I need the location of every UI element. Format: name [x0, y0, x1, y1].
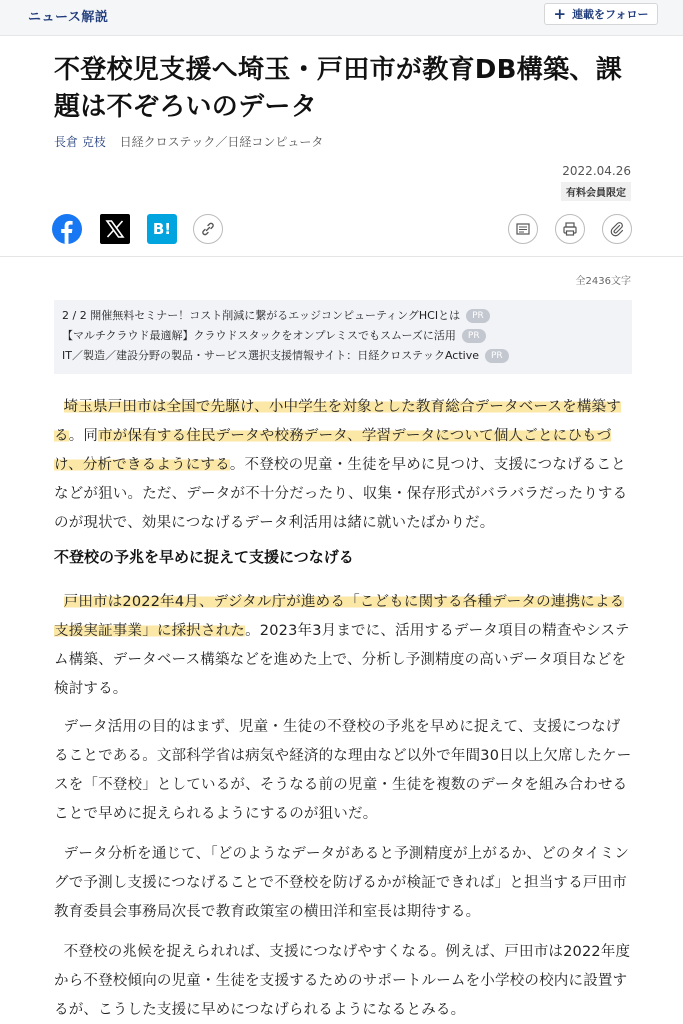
- byline: [54, 133, 323, 150]
- highlight: 市が保有する住民データや校務データ、学習データについて個人ごとにひもづけ、分析できるようにする: [54, 428, 612, 473]
- pr-text[interactable]: IT／製造／建設分野の製品・サービス選択支援情報サイト：日経クロステックActive: [62, 349, 479, 362]
- pr-text[interactable]: 2 / 2 開催無料セミナー！コスト削減に繋がるエッジコンピューティングHCIとは: [62, 309, 461, 322]
- pr-link[interactable]: [62, 306, 624, 326]
- paragraph-text: 。2023年3月までに、活用するデータ項目の精査やシステム構築、データベース構築などを進めた上で、分析し予測精度の高いデータ項目などを検討する。: [54, 623, 630, 697]
- follow-label: 連載をフォロー: [572, 8, 649, 21]
- paragraph-text: 。同: [68, 428, 99, 444]
- publication-name: 日経クロステック／日経コンピュータ: [119, 135, 324, 149]
- highlight: 埼玉県戸田市は全国で先駆け、小中学生を対象とした教育総合データベースを構築する: [54, 399, 621, 444]
- pr-text[interactable]: 【マルチクラウド最適解】クラウドスタックをオンプレミスでもスムーズに活用: [62, 329, 456, 342]
- memo-icon[interactable]: [508, 214, 538, 244]
- paragraph-5: [54, 938, 634, 1024]
- paragraph-text: 。不登校の児童・生徒を早めに見つけ、支援につなげることなどが狙い。ただ、データが不十分だったり、収集・保存形式がバラバラだったりするのが現状で、効果につなげるデータ利活用は緒に就いたばかりだ。: [54, 457, 628, 531]
- paragraph-1: [54, 393, 634, 538]
- paragraph-4: [54, 840, 634, 927]
- pr-box: [54, 300, 632, 374]
- paragraph-2: [54, 588, 634, 704]
- section-heading: 不登校の予兆を早めに捉えて支援につなげる: [54, 548, 354, 566]
- x-icon[interactable]: [100, 214, 130, 244]
- author-link[interactable]: 長倉 克枝: [54, 135, 106, 149]
- paragraph-text: データ分析を通じて、「どのようなデータがあると予測精度が上がるか、どのタイミングで予測し支援につなげることで不登校を防げるかが検証できれば」と担当する戸田市教育委員会事務局次長で教育政策室の横田洋和室長は期待する。: [54, 846, 630, 920]
- section-label[interactable]: ニュース解説: [28, 10, 109, 25]
- members-only-badge: 有料会員限定: [561, 182, 631, 201]
- follow-series-button[interactable]: [544, 3, 658, 25]
- pr-tag: PR: [466, 309, 490, 323]
- publish-date: 2022.04.26: [562, 164, 631, 178]
- plus-icon: +: [553, 4, 567, 23]
- clip-icon[interactable]: [602, 214, 632, 244]
- pr-link[interactable]: [62, 326, 624, 346]
- char-count: 全2436文字: [575, 276, 631, 287]
- pr-link[interactable]: [62, 346, 624, 366]
- link-icon[interactable]: [193, 214, 223, 244]
- hatena-bookmark-icon[interactable]: B!: [147, 214, 177, 244]
- paragraph-3: [54, 713, 634, 829]
- print-icon[interactable]: [555, 214, 585, 244]
- facebook-icon[interactable]: [52, 214, 82, 244]
- highlight: 戸田市は2022年4月、デジタル庁が進める「こどもに関する各種データの連携による支援実証事業」に採択された: [54, 594, 625, 639]
- paragraph-text: 不登校の兆候を捉えられれば、支援につなげやすくなる。例えば、戸田市は2022年度から不登校傾向の児童・生徒を支援するためのサポートルームを小学校の校内に設置するが、こうした支援に早めにつなげられるようになるとみる。: [54, 944, 631, 1018]
- divider: [0, 256, 683, 257]
- pr-tag: PR: [462, 329, 486, 343]
- article-title: 不登校児支援へ埼玉・戸田市が教育DB構築、課題は不ぞろいのデータ: [54, 55, 622, 122]
- top-bar: [0, 0, 683, 36]
- pr-tag: PR: [485, 349, 509, 363]
- paragraph-text: データ活用の目的はまず、児童・生徒の不登校の予兆を早めに捉えて、支援につなげることである。文部科学省は病気や経済的な理由など以外で年間30日以上欠席したケースを「不登校」としているが、そうなる前の児童・生徒を複数のデータを組み合わせることで早めに捉えられるようにするのが狙いだ。: [54, 719, 632, 822]
